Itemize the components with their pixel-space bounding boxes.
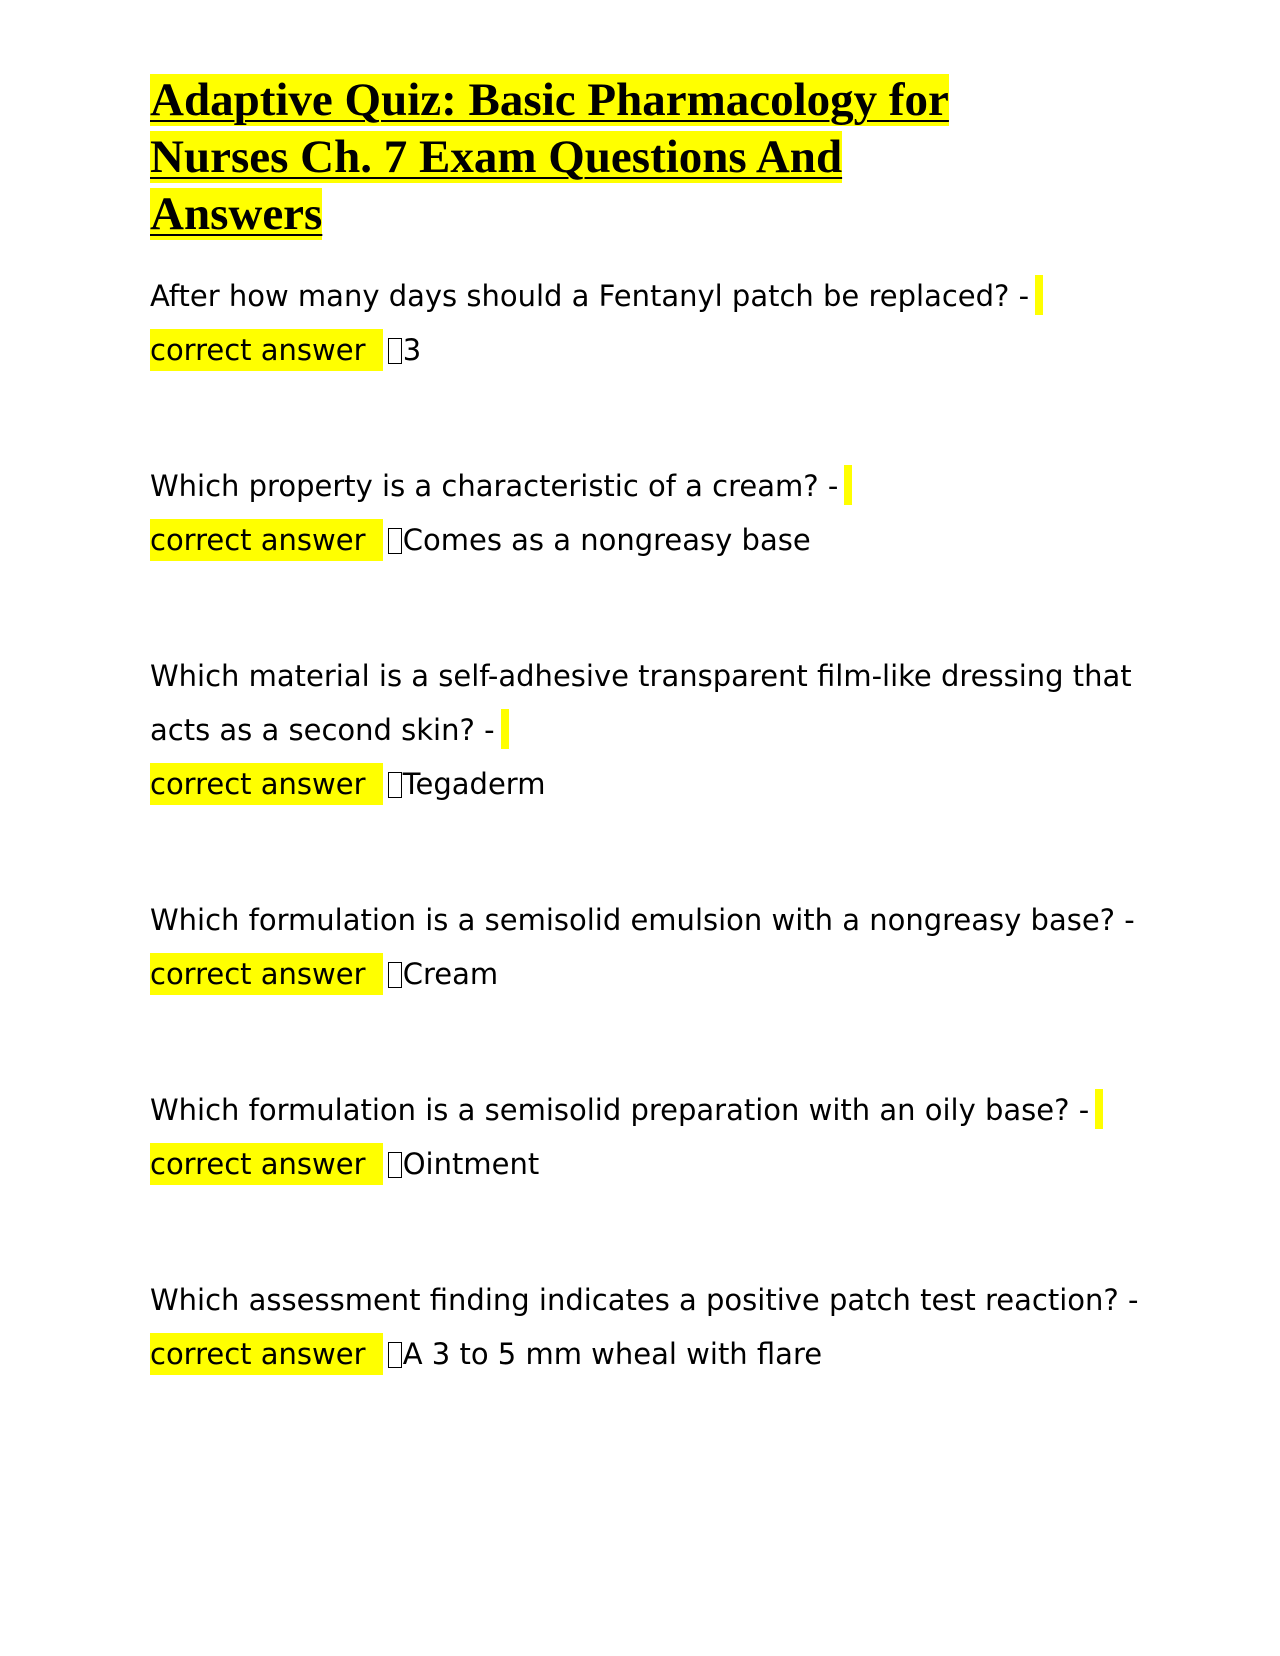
correct-answer-label: correct answer (150, 1143, 383, 1185)
highlight-marker (501, 709, 509, 749)
qa-item (150, 269, 1140, 377)
missing-glyph-icon (388, 528, 402, 554)
correct-answer-label: correct answer (150, 519, 383, 561)
qa-item (150, 1273, 1140, 1381)
correct-answer-label: correct answer (150, 329, 383, 371)
title-line-2: Nurses Ch. 7 Exam Questions And (150, 131, 843, 183)
missing-glyph-icon (388, 1342, 402, 1368)
qa-item (150, 459, 1140, 567)
missing-glyph-icon (388, 338, 402, 364)
answer-text: 3 (402, 333, 422, 367)
answer-text: Ointment (402, 1147, 540, 1181)
answer-line (150, 513, 1140, 567)
document-title (150, 72, 1140, 243)
answer-line (150, 1137, 1140, 1191)
answer-text: Cream (402, 957, 499, 991)
question-text: Which formulation is a semisolid emulsion with a nongreasy base? - (150, 903, 1135, 937)
question-text: After how many days should a Fentanyl patch be replaced? - (150, 269, 1140, 323)
missing-glyph-icon (388, 772, 402, 798)
answer-text: A 3 to 5 mm wheal with flare (402, 1337, 823, 1371)
title-line-3: Answers (150, 188, 323, 240)
answer-line (150, 757, 1140, 811)
answer-line (150, 947, 1140, 1001)
answer-text: Tegaderm (402, 767, 546, 801)
correct-answer-label: correct answer (150, 763, 383, 805)
qa-item (150, 649, 1140, 811)
question-text: Which assessment finding indicates a positive patch test reaction? - (150, 1283, 1139, 1317)
question-text: Which material is a self-adhesive transparent film-like dressing that acts as a second skin? - (150, 659, 1132, 747)
title-line-1: Adaptive Quiz: Basic Pharmacology for (150, 74, 949, 126)
highlight-marker (1035, 275, 1043, 315)
missing-glyph-icon (388, 1152, 402, 1178)
qa-item (150, 893, 1140, 1001)
question-text: Which formulation is a semisolid preparation with an oily base? - (150, 1083, 1140, 1137)
missing-glyph-icon (388, 962, 402, 988)
correct-answer-label: correct answer (150, 1333, 383, 1375)
document-page (150, 72, 1140, 1381)
highlight-marker (844, 465, 852, 505)
answer-line (150, 1327, 1140, 1381)
qa-item (150, 1083, 1140, 1191)
correct-answer-label: correct answer (150, 953, 383, 995)
highlight-marker (1095, 1089, 1103, 1129)
answer-line (150, 323, 1140, 377)
answer-text: Comes as a nongreasy base (402, 523, 811, 557)
question-text: Which property is a characteristic of a cream? - (150, 459, 1140, 513)
